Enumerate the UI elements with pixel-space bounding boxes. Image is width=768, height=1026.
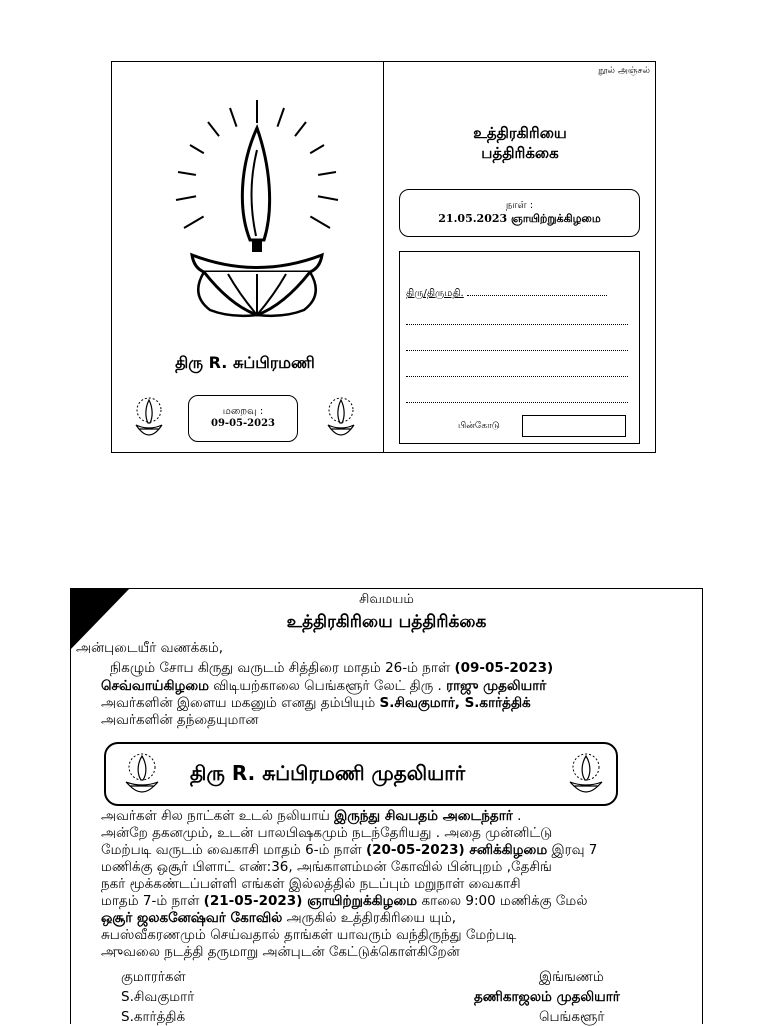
para2-line8: சுபஸ்வீகரணமும் செய்வதால் தாங்கள் யாவரும் வந்திருந்து மேற்படி [101, 927, 517, 943]
deceased-name: திரு R. சுப்பிரமணி [175, 353, 315, 372]
small-lamp-icon [324, 395, 358, 441]
letter-title: உத்திரகிரியை பத்திரிக்கை [286, 612, 487, 632]
card-title-line1: உத்திரகிரியை [473, 124, 567, 142]
son-name: S.சிவகுமார் [121, 989, 195, 1005]
card-title-line2: பத்திரிக்கை [481, 144, 559, 162]
para2-line5: நகர் மூக்கண்டப்பள்ளி எங்கள் இல்லத்தில் நடப்பும் மறுநாள் வைகாசி [101, 876, 521, 892]
para2-line9: அுவலை நடத்தி தருமாறு அன்புடன் கேட்டுக்கொள்கிறேன் [101, 944, 460, 960]
sender-name: தணிகாஜலம் முதலியார் [474, 989, 620, 1005]
address-line [406, 324, 628, 325]
para2-line3: மேற்படி வருடம் வைகாசி மாதம் 6-ம் நாள் (20-05-2023) சனிக்கிழமை இரவு 7 [101, 842, 598, 858]
sender-heading: இங்ஙணம் [539, 969, 604, 985]
card-fold-line [383, 61, 384, 453]
demise-box [188, 395, 298, 442]
para1-line3: அவர்களின் இளைய மகனும் எனது தம்பியும் S.சிவகுமார், S.கார்த்திக் [101, 695, 531, 711]
demise-label: மறைவு : [222, 406, 264, 417]
para2-line6: மாதம் 7-ம் நாள் (21-05-2023) ஞாயிற்றுக்கிழமை காலை 9:00 மணிக்கு மேல் [101, 893, 588, 909]
para2-line4: மணிக்கு ஒசூர் பிளாட் எண்:36, அங்காளம்மன் கோவில் பின்புறம் ,தேசிங் [101, 859, 552, 875]
son-name: S.கார்த்திக் [121, 1009, 186, 1025]
banner-name: திரு R. சுப்பிரமணி முதலியார் [190, 761, 466, 785]
address-line [406, 402, 628, 403]
para2-line7: ஒசூர் ஜலகனேஷ்வர் கோவில் அருகில் உத்திரகிரியை யும், [101, 910, 456, 926]
para1-line2: செவ்வாய்கிழமை விடியற்காலை பெங்களூர் லேட் திரு . ராஜு முதலியார் [101, 678, 547, 694]
card-title [384, 123, 656, 163]
greeting: அன்புடையீர் வணக்கம், [76, 640, 224, 656]
postal-label: நூல் அஞ்சல் [598, 66, 650, 76]
oil-lamp-icon [170, 90, 345, 340]
para2-line1: அவர்கள் சில நாட்கள் உடல் நலியாய் இருந்து சிவபதம் அடைந்தார் . [101, 808, 522, 824]
pincode-label: பின்கோடு [458, 421, 500, 431]
small-lamp-icon [132, 395, 166, 441]
small-lamp-icon [122, 752, 162, 796]
address-to-line [406, 288, 628, 300]
address-line [406, 376, 628, 377]
para1-line1: நிகழும் சோப கிருது வருடம் சித்திரை மாதம் 26-ம் நாள் (09-05-2023) [110, 660, 554, 676]
para2-line2: அன்றே தகனமும், உடன் பாலபிஷகமும் நடந்தேரியது . அதை முன்னிட்டு [101, 825, 553, 841]
name-banner [104, 742, 618, 806]
sons-heading: குமாரர்கள் [121, 969, 186, 985]
para1-line4: அவர்களின் தந்தையுமான [101, 712, 259, 728]
address-line [406, 350, 628, 351]
date-box [399, 189, 640, 237]
small-lamp-icon [566, 752, 606, 796]
date-label: நாள் : [505, 200, 534, 211]
letter-header: சிவமயம் [359, 592, 414, 607]
sender-place: பெங்களூர் [539, 1009, 605, 1025]
pincode-box [522, 415, 626, 437]
demise-date: 09-05-2023 [211, 418, 275, 429]
address-box [399, 251, 640, 444]
date-value: 21.05.2023 ஞாயிற்றுக்கிழமை [438, 212, 601, 225]
address-to-label: திரு/திருமதி. [406, 288, 464, 299]
